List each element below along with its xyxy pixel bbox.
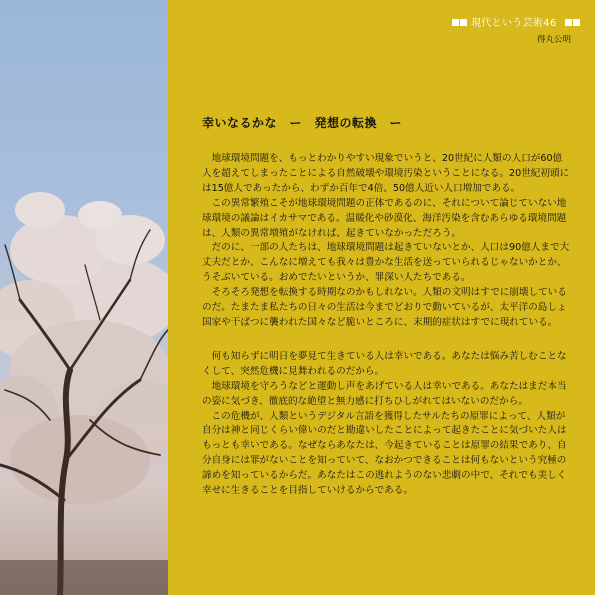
section-gap: [202, 331, 570, 350]
cherry-tree-illustration: [0, 0, 168, 595]
series-header: [452, 14, 581, 29]
paragraph: そろそろ発想を転換する時期なのかもしれない。人類の文明はすでに崩壊しているのだ。たまたま私たちの日々の生活は今までどおりで動いているが、太平洋の島しょ国家や干ばつに襲われた国々など脆いところに、末期的症状はすでに現れている。: [202, 287, 567, 328]
paragraph: 何も知らずに明日を夢見て生きている人は幸いである。あなたは悩み苦しむことなくして、突然危機に見舞われるのだから。: [202, 350, 567, 377]
square-icon: [565, 19, 572, 26]
article-body: [202, 152, 570, 499]
article-panel: [168, 0, 595, 595]
author-name: 得丸公明: [536, 35, 571, 45]
square-icon: [460, 19, 467, 26]
series-title: 現代という芸術46: [471, 18, 557, 29]
cherry-blossom-photo: [0, 0, 168, 595]
square-icon: [452, 19, 459, 26]
paragraph: この異常繁殖こそが地球環境問題の正体であるのに、それについて論じていない地球環境の議論はイカサマである。温暖化や砂漠化、海洋汚染を含むあらゆる環境問題は、人類の異常増殖がなければ、起きていなかっただろう。: [202, 197, 567, 239]
paragraph: だのに、一部の人たちは、地球環境問題は起きていないとか、人口は90億人まで大丈夫だとか、こんなに増えても我々は豊かな生活を送っていられるじゃないかとか、うそぶいている。おめでたいというか、罪深い人たちである。: [202, 242, 570, 284]
square-icon: [573, 19, 580, 26]
paragraph: 地球環境を守ろうなどと運動し声をあげている人は幸いである。あなたはまだ本当の姿に気づき、徹底的な絶望と無力感に打ちひしがれてはいないのだから。: [202, 380, 567, 407]
article-title: 幸いなるかな ー 発想の転換 ー: [202, 116, 403, 130]
paragraph: この危機が、人類というデジタル言語を獲得したサルたちの原罪によって、人類が自分は神と同じくらい偉いのだと勘違いしたことによって起きたことに気づいた人はもっとも幸いである。なぜならあなたは、今起きていることは原罪の結果であり、自分自身には罪がないことを知っていて、なおかつできることは何もないという究極の諦めを知っているからだ。あなたはこの逃れようのない悲劇の中で、それでも美しく幸せに生きることを目指していけるからである。: [202, 410, 567, 497]
paragraph: 地球環境問題を、もっとわかりやすい現象でいうと、20世紀に人類の人口が60億人を超えてしまったことによる自然破壊や環境汚染ということになる。20世紀初頭には15億人であったから、わずか百年で4倍、50億人近い人口増加である。: [202, 153, 570, 194]
